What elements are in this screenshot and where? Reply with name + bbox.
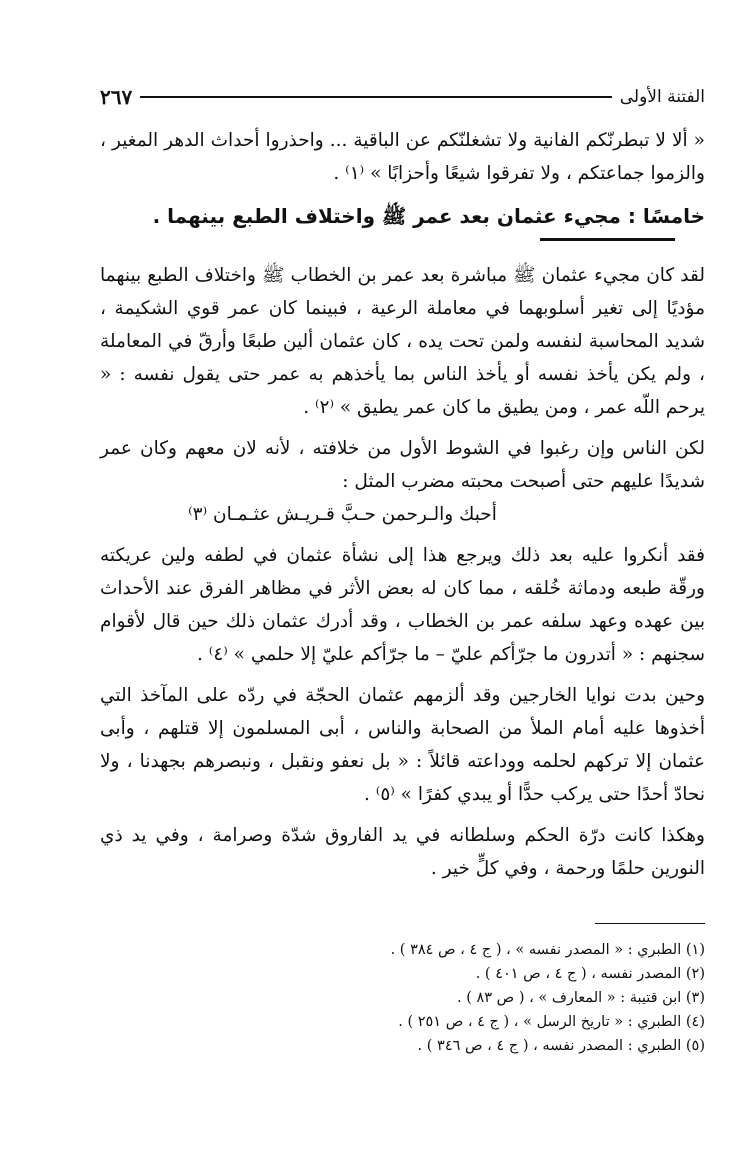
paragraph-1: لقد كان مجيء عثمان ﷺ مباشرة بعد عمر بن الخطاب ﷺ واختلاف الطبع بينهما مؤديًا إلى تغير أسلوبهما في معاملة الرعية ، فبينما كان عمر قوي الشكيمة ، شديد المحاسبة لنفسه ولمن تحت يده ، كان عثمان ألين طبعًا وأرقّ في المعاملة ، ولم يكن يأخذ نفسه أو يأخذ الناس بما يأخذهم به عمر حتى يقول نفسه : « يرحم اللّه عمر ، ومن يطيق ما كان عمر يطيق » ⁽٢⁾ .	[100, 265, 705, 418]
chapter-title: الفتنة الأولى	[619, 87, 705, 107]
footnote-5: (٥) الطبري : المصدر نفسه ، ( ج ٤ ، ص ٣٤٦ ) .	[417, 1038, 705, 1054]
intro-quote: « ألا لا تبطرنّكم الفانية ولا تشغلنّكم عن الباقية ... واحذروا أحداث الدهر المغير ، والزموا جماعتكم ، ولا تفرقوا شيعًا وأحزابًا » ⁽١⁾ .	[100, 130, 705, 184]
footnote-4: (٤) الطبري : « تاريخ الرسل » ، ( ج ٤ ، ص ٢٥١ ) .	[398, 1014, 705, 1030]
footnotes	[100, 938, 705, 1058]
footnote-2: (٢) المصدر نفسه ، ( ج ٤ ، ص ٤٠١ ) .	[475, 966, 705, 982]
page-header	[100, 80, 705, 114]
footnote-1: (١) الطبري : « المصدر نفسه » ، ( ج ٤ ، ص ٣٨٤ ) .	[390, 942, 705, 958]
paragraph-2: لكن الناس وإن رغبوا في الشوط الأول من خلافته ، لأنه لان معهم وكان عمر شديدًا عليهم حتى أصبحت محبته مضرب المثل :	[100, 438, 705, 492]
footnote-3: (٣) ابن قتيبة : « المعارف » ، ( ص ٨٣ ) .	[457, 990, 705, 1006]
paragraph-4: وحين بدت نوايا الخارجين وقد ألزمهم عثمان الحجّة في ردّه على المآخذ التي أخذوها عليه أمام الملأ من الصحابة والناس ، أبى المسلمون إلا قتلهم ، وأبى عثمان إلا تركهم لحلمه ووداعته قائلاً : « بل نعفو ونقبل ، ونبصرهم بجهدنا ، ولا نحادّ أحدًا حتى يركب حدًّا أو يبدي كفرًا » ⁽٥⁾ .	[100, 685, 705, 805]
section-title: خامسًا : مجيء عثمان بعد عمر ﷺ واختلاف الطبع بينهما .	[152, 204, 705, 228]
footnote-separator	[595, 923, 705, 924]
paragraph-3: فقد أنكروا عليه بعد ذلك ويرجع هذا إلى نشأة عثمان في لطفه ولين عريكته ورقّة طبعه ودماثة خُلقه ، مما كان له بعض الأثر في مظاهر الفرق عند الأحداث بين عهده وعهد سلفه عمر بن الخطاب ، وقد أدرك عثمان ذلك حين قال لأقوام سجنهم : « أتدرون ما جرّأكم عليّ – ما جرّأكم عليّ إلا حلمي » ⁽٤⁾ .	[100, 545, 705, 665]
page-number: ٢٦٧	[100, 85, 133, 109]
book-page	[100, 80, 705, 1058]
poetry-verse: أحبك والـرحمن حـبَّ قـريـش عثـمـان ⁽٣⁾	[188, 504, 497, 525]
section-title-underline	[540, 238, 675, 241]
header-rule	[140, 96, 612, 98]
paragraph-5: وهكذا كانت درّة الحكم وسلطانه في يد الفاروق شدّة وصرامة ، وفي يد ذي النورين حلمًا ورحمة ، وفي كلٍّ خير .	[100, 825, 705, 879]
